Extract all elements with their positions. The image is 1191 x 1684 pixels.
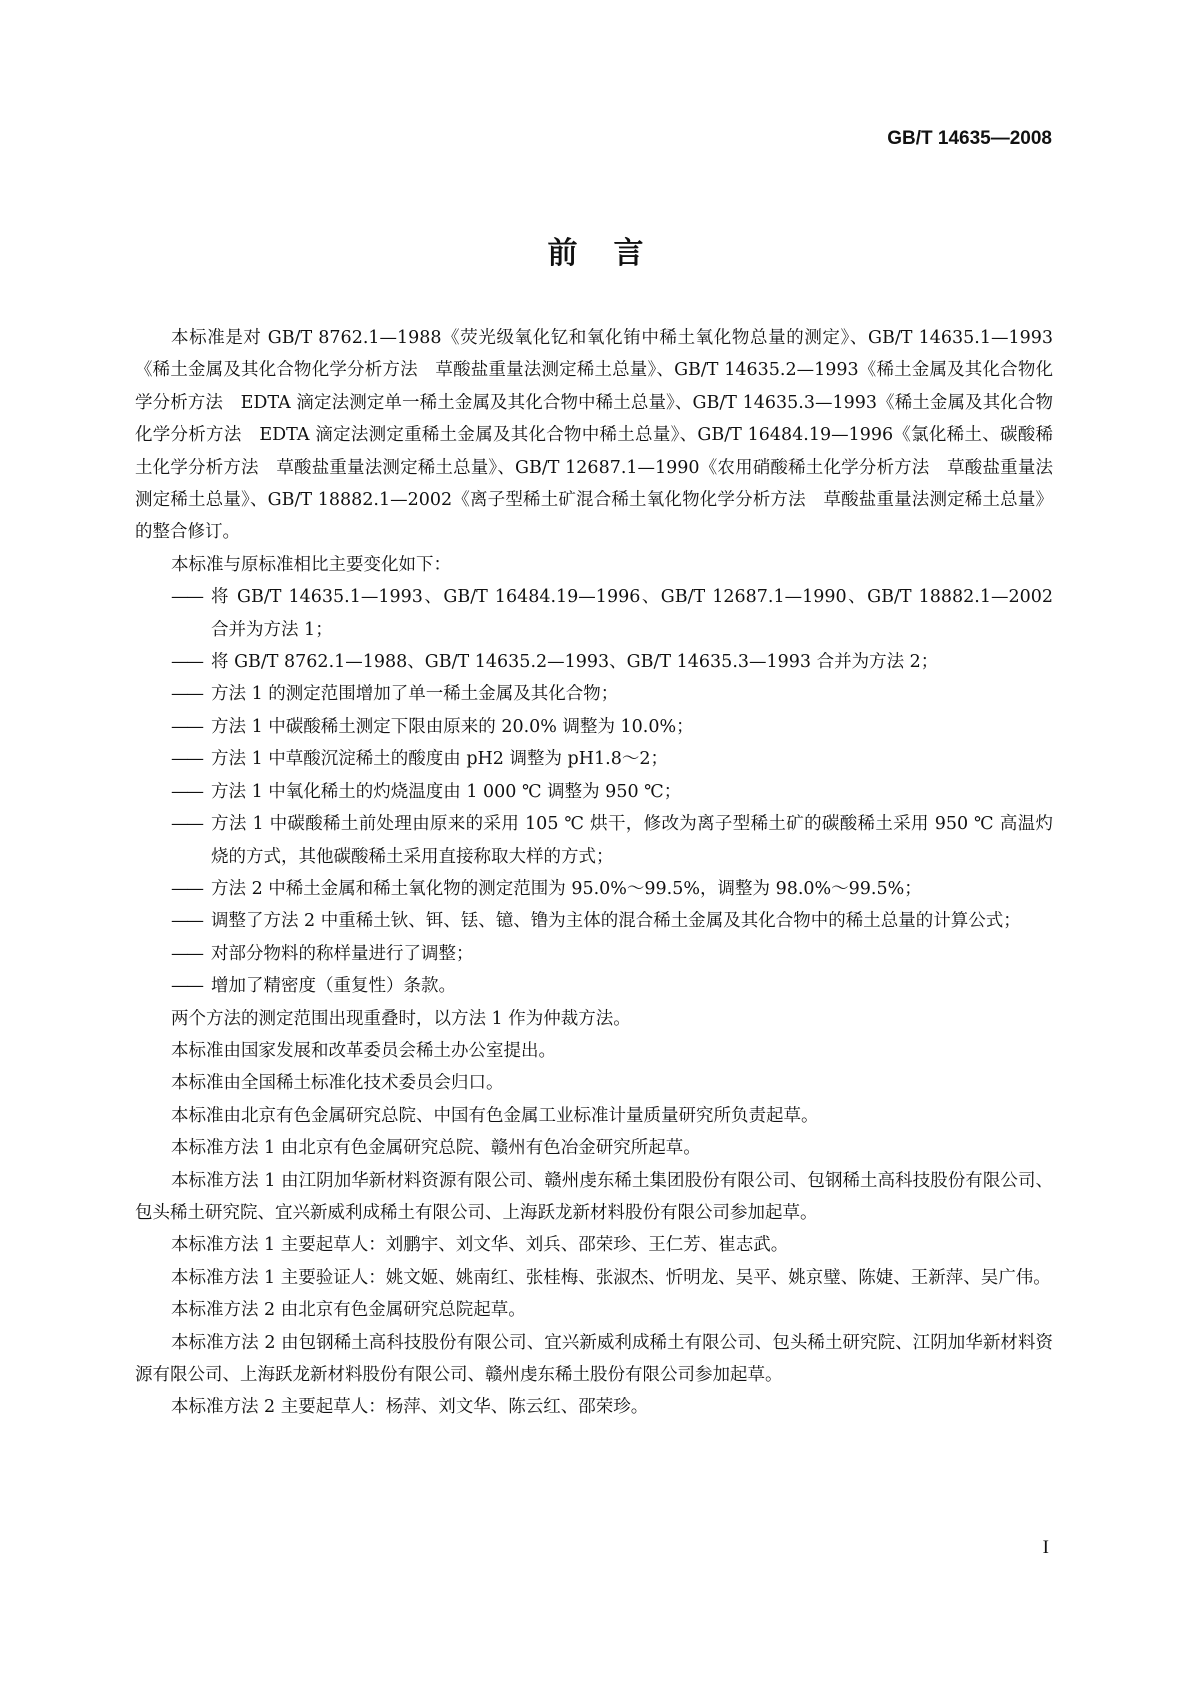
list-item-text: 方法 2 中稀土金属和稀土氧化物的测定范围为 95.0%～99.5%，调整为 98.0%～99.5%； [211, 878, 922, 899]
method1-authors-paragraph: 本标准方法 1 主要起草人：刘鹏宇、刘文华、刘兵、邵荣珍、王仁芳、崔志武。 [171, 1235, 789, 1256]
list-item [135, 905, 1053, 937]
dash-mark: —— [171, 976, 202, 997]
list-item [135, 646, 1053, 678]
method2-drafter-paragraph: 本标准方法 2 由北京有色金属研究总院起草。 [171, 1300, 526, 1321]
list-item [135, 581, 1053, 646]
dash-mark: —— [171, 749, 202, 770]
list-item-text: 方法 1 中草酸沉淀稀土的酸度由 pH2 调整为 pH1.8～2； [211, 749, 668, 770]
method1-drafter-paragraph: 本标准方法 1 由北京有色金属研究总院、赣州有色冶金研究所起草。 [171, 1138, 701, 1159]
list-item [135, 678, 1053, 710]
centralized-paragraph: 本标准由全国稀土标准化技术委员会归口。 [171, 1073, 504, 1094]
dash-mark: —— [171, 911, 202, 932]
dash-mark: —— [171, 652, 202, 673]
method1-verifiers-paragraph: 本标准方法 1 主要验证人：姚文姬、姚南红、张桂梅、张淑杰、忻明龙、吴平、姚京璧、陈婕、王新萍、吴广伟。 [171, 1267, 1051, 1288]
list-item-text: 方法 1 中碳酸稀土前处理由原来的采用 105 ℃ 烘干，修改为离子型稀土矿的碳酸稀土采用 950 ℃ 高温灼烧的方式，其他碳酸稀土采用直接称取大样的方式； [211, 814, 1053, 867]
standard-code: GB/T 14635—2008 [887, 128, 1052, 149]
dash-mark: —— [171, 814, 202, 835]
dash-mark: —— [171, 684, 202, 705]
proposer-paragraph: 本标准由国家发展和改革委员会稀土办公室提出。 [171, 1040, 556, 1061]
dash-mark: —— [171, 716, 202, 737]
document-body [135, 322, 1053, 1424]
list-item [135, 776, 1053, 808]
intro-paragraph: 本标准是对 GB/T 8762.1—1988《荧光级氧化钇和氧化铕中稀土氧化物总量的测定》、GB/T 14635.1—1993《稀土金属及其化合物化学分析方法 草酸盐重量法测定稀土总量》、GB/T 14635.2—1993《稀土金属及其化合物化学分析方法 EDTA 滴定法测定单一稀土金属及其化合物中稀土总量》、GB/T 14635.3—1993《稀土金属及其化合物化学分析方法 EDTA 滴定法测定重稀土金属及其化合物中稀土总量》、GB/T 16484.19—1996《氯化稀土、碳酸稀土化学分析方法 草酸盐重量法测定稀土总量》、GB/T 12687.1—1990《农用硝酸稀土化学分析方法 草酸盐重量法测定稀土总量》、GB/T 18882.1—2002《离子型稀土矿混合稀土氧化物化学分析方法 草酸盐重量法测定稀土总量》的整合修订。 [135, 328, 1053, 543]
list-item [135, 938, 1053, 970]
page-number: I [1042, 1537, 1049, 1558]
list-item [135, 970, 1053, 1002]
list-item-text: 将 GB/T 14635.1—1993、GB/T 16484.19—1996、GB/T 12687.1—1990、GB/T 18882.1—2002 合并为方法 1； [211, 587, 1053, 640]
drafting-org-paragraph: 本标准由北京有色金属研究总院、中国有色金属工业标准计量质量研究所负责起草。 [171, 1105, 819, 1126]
dash-mark: —— [171, 943, 202, 964]
page-title: 前言 [547, 236, 680, 271]
list-item-text: 调整了方法 2 中重稀土钬、铒、铥、镱、镥为主体的混合稀土金属及其化合物中的稀土总量的计算公式； [211, 911, 1021, 932]
method1-participants-paragraph: 本标准方法 1 由江阴加华新材料资源有限公司、赣州虔东稀土集团股份有限公司、包钢稀土高科技股份有限公司、包头稀土研究院、宜兴新威利成稀土有限公司、上海跃龙新材料股份有限公司参加起草。 [135, 1170, 1053, 1223]
dash-mark: —— [171, 878, 202, 899]
list-item-text: 增加了精密度（重复性）条款。 [211, 976, 456, 997]
list-item-text: 方法 1 的测定范围增加了单一稀土金属及其化合物； [211, 684, 619, 705]
method2-participants-paragraph: 本标准方法 2 由包钢稀土高科技股份有限公司、宜兴新威利成稀土有限公司、包头稀土研究院、江阴加华新材料资源有限公司、上海跃龙新材料股份有限公司、赣州虔东稀土股份有限公司参加起草。 [135, 1332, 1053, 1385]
dash-mark: —— [171, 587, 202, 608]
list-item [135, 808, 1053, 873]
list-item-text: 将 GB/T 8762.1—1988、GB/T 14635.2—1993、GB/T 14635.3—1993 合并为方法 2； [211, 652, 939, 673]
list-item-text: 对部分物料的称样量进行了调整； [211, 943, 474, 964]
list-item-text: 方法 1 中碳酸稀土测定下限由原来的 20.0% 调整为 10.0%； [211, 716, 694, 737]
list-item [135, 743, 1053, 775]
changes-list [135, 581, 1053, 1002]
list-item [135, 711, 1053, 743]
arbitration-paragraph: 两个方法的测定范围出现重叠时，以方法 1 作为仲裁方法。 [171, 1008, 631, 1029]
method2-authors-paragraph: 本标准方法 2 主要起草人：杨萍、刘文华、陈云红、邵荣珍。 [171, 1397, 649, 1418]
list-item [135, 873, 1053, 905]
changes-heading: 本标准与原标准相比主要变化如下： [171, 554, 451, 575]
list-item-text: 方法 1 中氧化稀土的灼烧温度由 1 000 ℃ 调整为 950 ℃； [211, 781, 682, 802]
dash-mark: —— [171, 781, 202, 802]
